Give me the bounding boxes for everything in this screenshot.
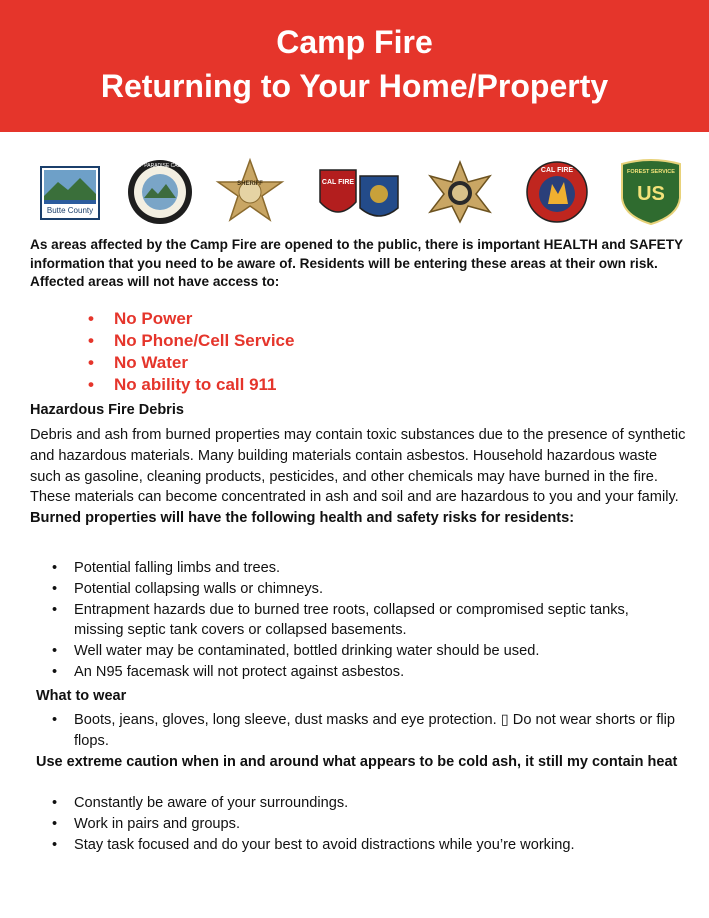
town-of-paradise-seal	[119, 158, 201, 226]
cal-fire-butte-county-patches	[316, 164, 402, 224]
wear-list	[52, 710, 692, 752]
caution-heading: Use extreme caution when in and around what appears to be cold ash, it still my contain heat	[36, 754, 678, 770]
chp-star-badge	[426, 160, 494, 224]
caution-list	[52, 793, 692, 855]
title-line-1: Camp Fire	[276, 24, 433, 60]
us-letters: US	[637, 183, 665, 205]
debris-paragraph	[30, 425, 690, 529]
paradise-seal-text: TOWN OF PARADISE CALIFORNIA	[119, 163, 201, 169]
title-line-2: Returning to Your Home/Property	[100, 68, 609, 104]
butte-county-sheriff-badge	[214, 158, 286, 226]
intro-paragraph: As areas affected by the Camp Fire are opened to the public, there is important HEALTH and SAFETY information that you need to be aware of. Residents will be entering these areas at their own risk. Affected areas will not have access to:	[30, 237, 683, 289]
list-item: • Constantly be aware of your surroundings.	[52, 793, 692, 814]
butte-county-logo-text: Butte County	[46, 206, 94, 215]
butte-county-logo	[40, 166, 100, 220]
agency-logos	[0, 158, 709, 224]
list-item: • Boots, jeans, gloves, long sleeve, dust masks and eye protection. ▯ Do not wear shorts or flip flops.	[52, 710, 692, 752]
sheriff-badge-text: SHERIFF	[237, 181, 263, 187]
cal-fire-emblem-text: CAL FIRE	[540, 167, 574, 174]
forest-service-shield	[618, 158, 684, 226]
list-item: • Potential falling limbs and trees.	[52, 558, 662, 579]
risk-list	[52, 558, 662, 683]
no-access-list	[88, 308, 294, 396]
list-item: • Stay task focused and do your best to avoid distractions while you’re working.	[52, 835, 692, 856]
wear-heading: What to wear	[36, 688, 127, 704]
title-banner	[0, 0, 709, 132]
debris-bold-text: Burned properties will have the following health and safety risks for residents:	[30, 510, 575, 527]
cal-fire-patch-text: CAL FIRE	[321, 179, 355, 186]
list-item: • Potential collapsing walls or chimneys.	[52, 579, 662, 600]
debris-heading: Hazardous Fire Debris	[30, 402, 184, 418]
list-item: • No Power	[88, 308, 294, 330]
list-item: • Well water may be contaminated, bottled drinking water should be used.	[52, 641, 662, 662]
debris-text: Debris and ash from burned properties may contain toxic substances due to the presence of synthetic and hazardous materials. Many building materials contain asbestos. Household hazardous waste such as gasoline, cleaning products, pesticides, and other chemicals may have burned in the fire. These materials can become concentrated in ash and soil and are hazardous to you and your family.	[30, 427, 686, 506]
forest-service-text: FOREST SERVICE	[627, 169, 675, 175]
list-item: • An N95 facemask will not protect against asbestos.	[52, 662, 662, 683]
cal-fire-emblem	[524, 160, 590, 224]
list-item: • No Phone/Cell Service	[88, 330, 294, 352]
list-item: • No Water	[88, 352, 294, 374]
list-item: • No ability to call 911	[88, 374, 294, 396]
list-item: • Work in pairs and groups.	[52, 814, 692, 835]
list-item: • Entrapment hazards due to burned tree roots, collapsed or compromised septic tanks, missing septic tank covers or collapsed basements.	[52, 600, 662, 642]
